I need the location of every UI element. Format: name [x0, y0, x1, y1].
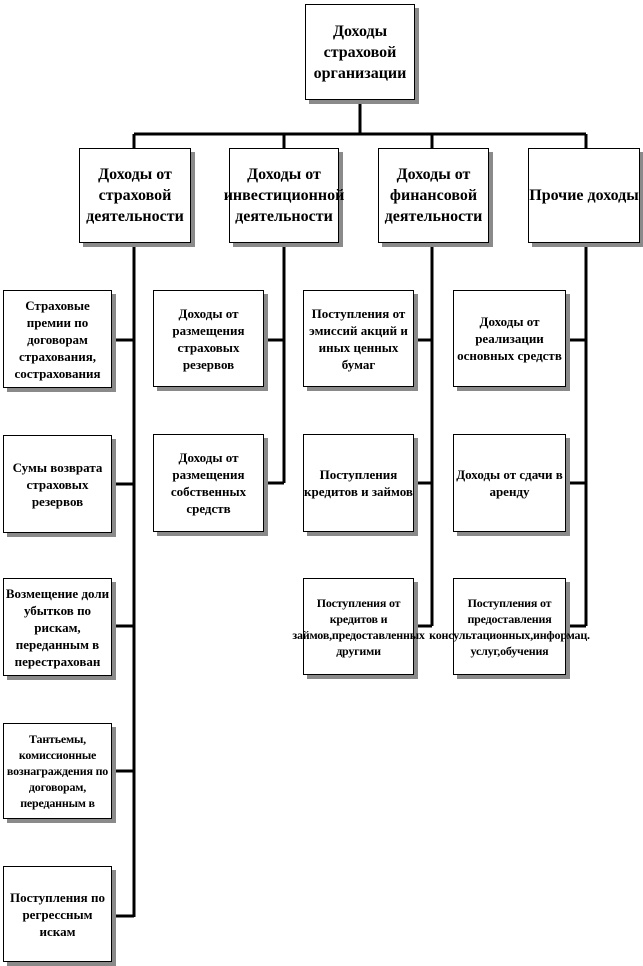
- category-label: Доходы от финансовой деятельности: [384, 166, 483, 225]
- item-label: Возмещение доли убытков по рискам, переданным в перестрахован: [5, 585, 110, 669]
- category-label: Доходы от страховой деятельности: [86, 166, 184, 225]
- item-box: [3, 435, 112, 533]
- item-box: [3, 578, 112, 676]
- item-box: [453, 434, 566, 532]
- item-box: [3, 866, 112, 962]
- item-box: [453, 290, 566, 387]
- item-box: [153, 434, 264, 532]
- item-label: Поступления от эмиссий акций и иных ценных бумаг: [309, 305, 408, 372]
- root-box: [305, 4, 415, 100]
- item-box: [3, 290, 112, 388]
- item-label: Доходы от реализации основных средств: [457, 314, 562, 363]
- category-insurance-box: [79, 148, 191, 243]
- item-label: Страховые премии по договорам страхования, сострахования: [14, 297, 101, 381]
- category-investment-box: [223, 148, 345, 243]
- item-box: [303, 434, 414, 532]
- item-label: Сумы возврата страховых резервов: [12, 459, 103, 509]
- item-label: Доходы от размещения страховых резервов: [172, 305, 245, 372]
- item-box: [303, 290, 414, 387]
- item-label: Поступления кредитов и займов: [304, 467, 413, 499]
- category-financial-box: [378, 148, 489, 243]
- item-label: Доходы от размещения собственных средств: [170, 450, 247, 516]
- category-label: Доходы от инвестиционной деятельности: [223, 166, 345, 225]
- item-box: [3, 723, 112, 819]
- item-label: Поступления от кредитов и займов,предоставленных другими: [292, 595, 425, 658]
- category-other-box: [528, 148, 640, 243]
- root-label: Доходы страховой организации: [313, 22, 407, 82]
- item-label: Доходы от сдачи в аренду: [456, 467, 563, 499]
- item-box: [429, 578, 590, 675]
- item-label: Поступления от предоставления консультационных,информац. услуг,обучения: [429, 595, 590, 658]
- item-box: [153, 290, 264, 387]
- item-label: Поступления по регрессным искам: [10, 889, 105, 939]
- category-label: Прочие доходы: [529, 187, 639, 204]
- item-box: [292, 578, 425, 675]
- item-label: Тантьемы, комиссионные вознаграждения по договорам, переданным в: [6, 732, 109, 810]
